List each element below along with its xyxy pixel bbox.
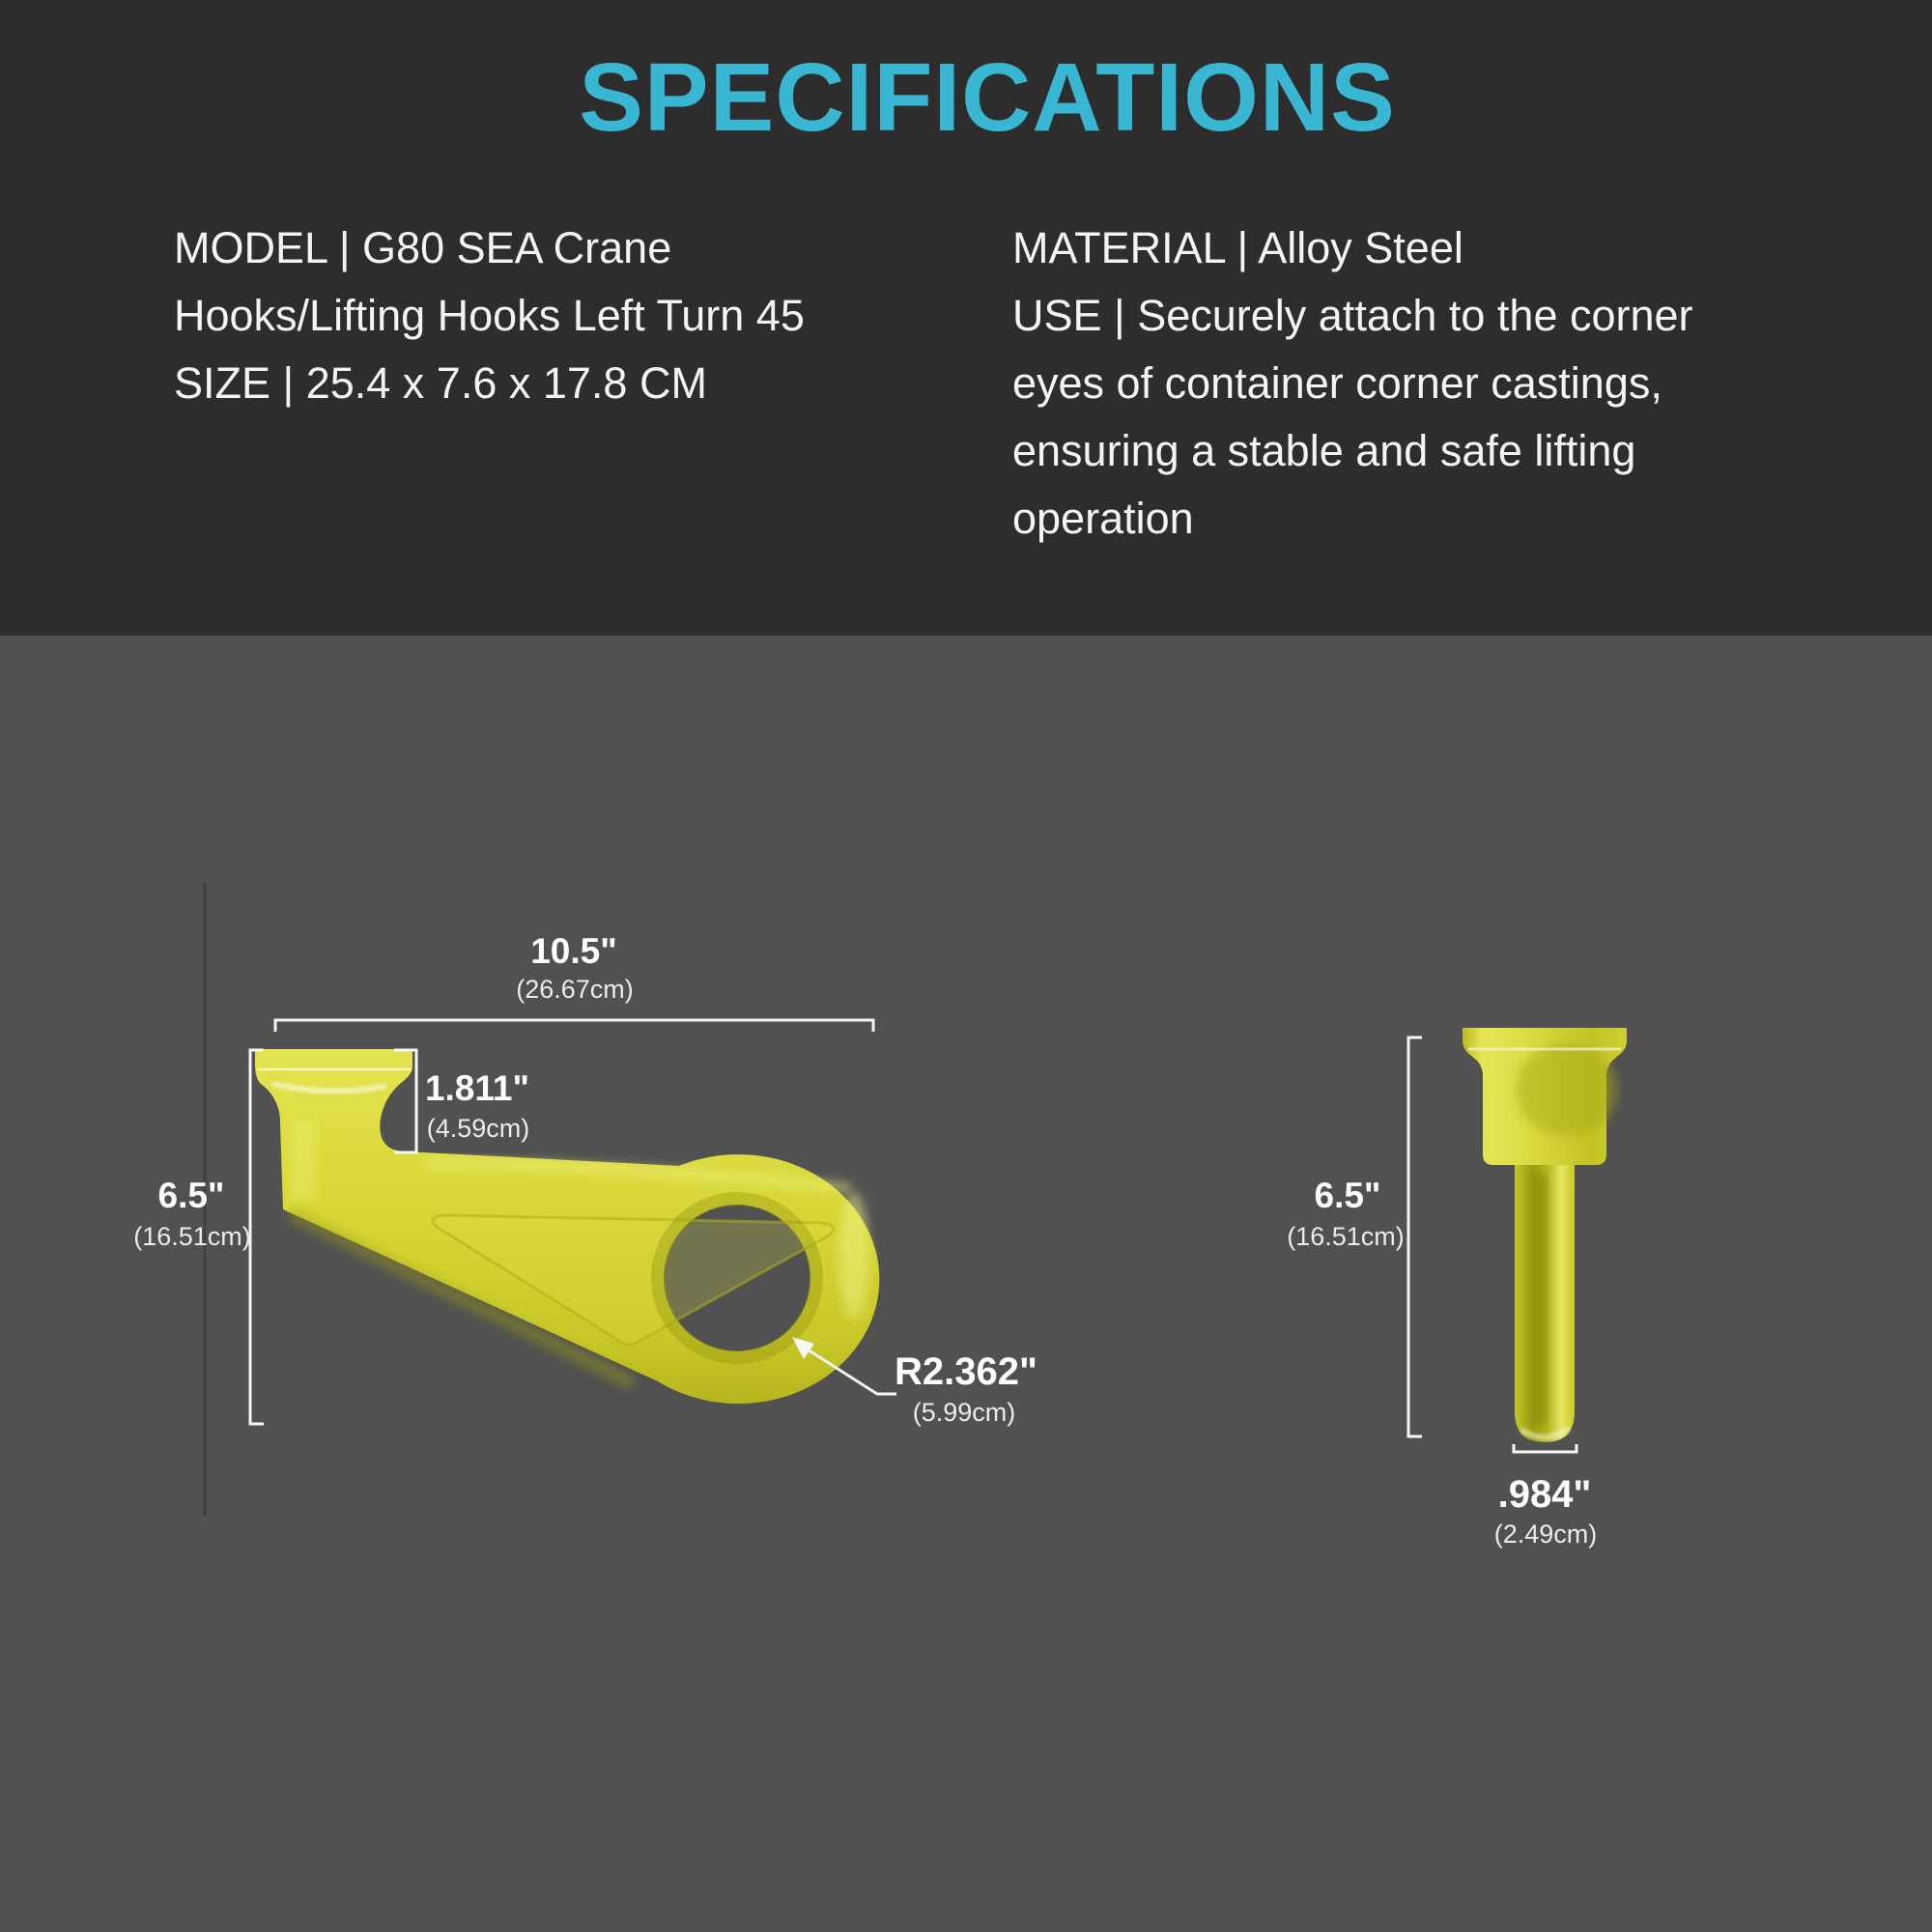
hook-post-highlight — [290, 1119, 315, 1200]
spec-line-use-4: operation — [1012, 494, 1194, 543]
pin-shaft-center-shadow — [1532, 1173, 1548, 1426]
notch-label-inches: 1.811" — [424, 1068, 530, 1108]
spec-line-use: USE | Securely attach to the corner — [1012, 291, 1693, 340]
pin-height-label-cm: (16.51cm) — [1287, 1222, 1405, 1251]
pin-width-label-inches: .984" — [1497, 1473, 1592, 1516]
pin-width-bracket — [1514, 1444, 1577, 1452]
spec-line-use-3: ensuring a stable and safe lifting — [1012, 426, 1636, 475]
height-dimension-bracket — [250, 1050, 264, 1424]
page-title: SPECIFICATIONS — [579, 43, 1396, 152]
width-label-inches: 10.5" — [530, 931, 617, 971]
height-label-cm: (16.51cm) — [133, 1222, 251, 1251]
notch-label-cm: (4.59cm) — [426, 1114, 530, 1143]
hook-side-view — [255, 1049, 879, 1404]
spec-line-size: SIZE | 25.4 x 7.6 x 17.8 CM — [174, 358, 707, 408]
pin-height-label-inches: 6.5" — [1314, 1176, 1381, 1215]
height-label-inches: 6.5" — [157, 1176, 225, 1215]
spec-line-material: MATERIAL | Alloy Steel — [1012, 223, 1463, 272]
spec-line-use-2: eyes of container corner castings, — [1012, 358, 1662, 408]
hook-ring-highlight — [838, 1192, 869, 1320]
radius-label-cm: (5.99cm) — [912, 1398, 1016, 1427]
pin-height-bracket — [1408, 1037, 1422, 1436]
width-dimension-line — [275, 1020, 873, 1032]
width-label-cm: (26.67cm) — [516, 975, 634, 1004]
spec-line-model: MODEL | G80 SEA Crane — [174, 223, 672, 272]
radius-label-inches: R2.362" — [895, 1350, 1037, 1393]
pin-cap-scoop-shadow — [1517, 1043, 1617, 1136]
hook-front-view — [1463, 1028, 1627, 1442]
spec-line-model-2: Hooks/Lifting Hooks Left Turn 45 — [174, 291, 805, 340]
pin-width-label-cm: (2.49cm) — [1493, 1520, 1598, 1548]
